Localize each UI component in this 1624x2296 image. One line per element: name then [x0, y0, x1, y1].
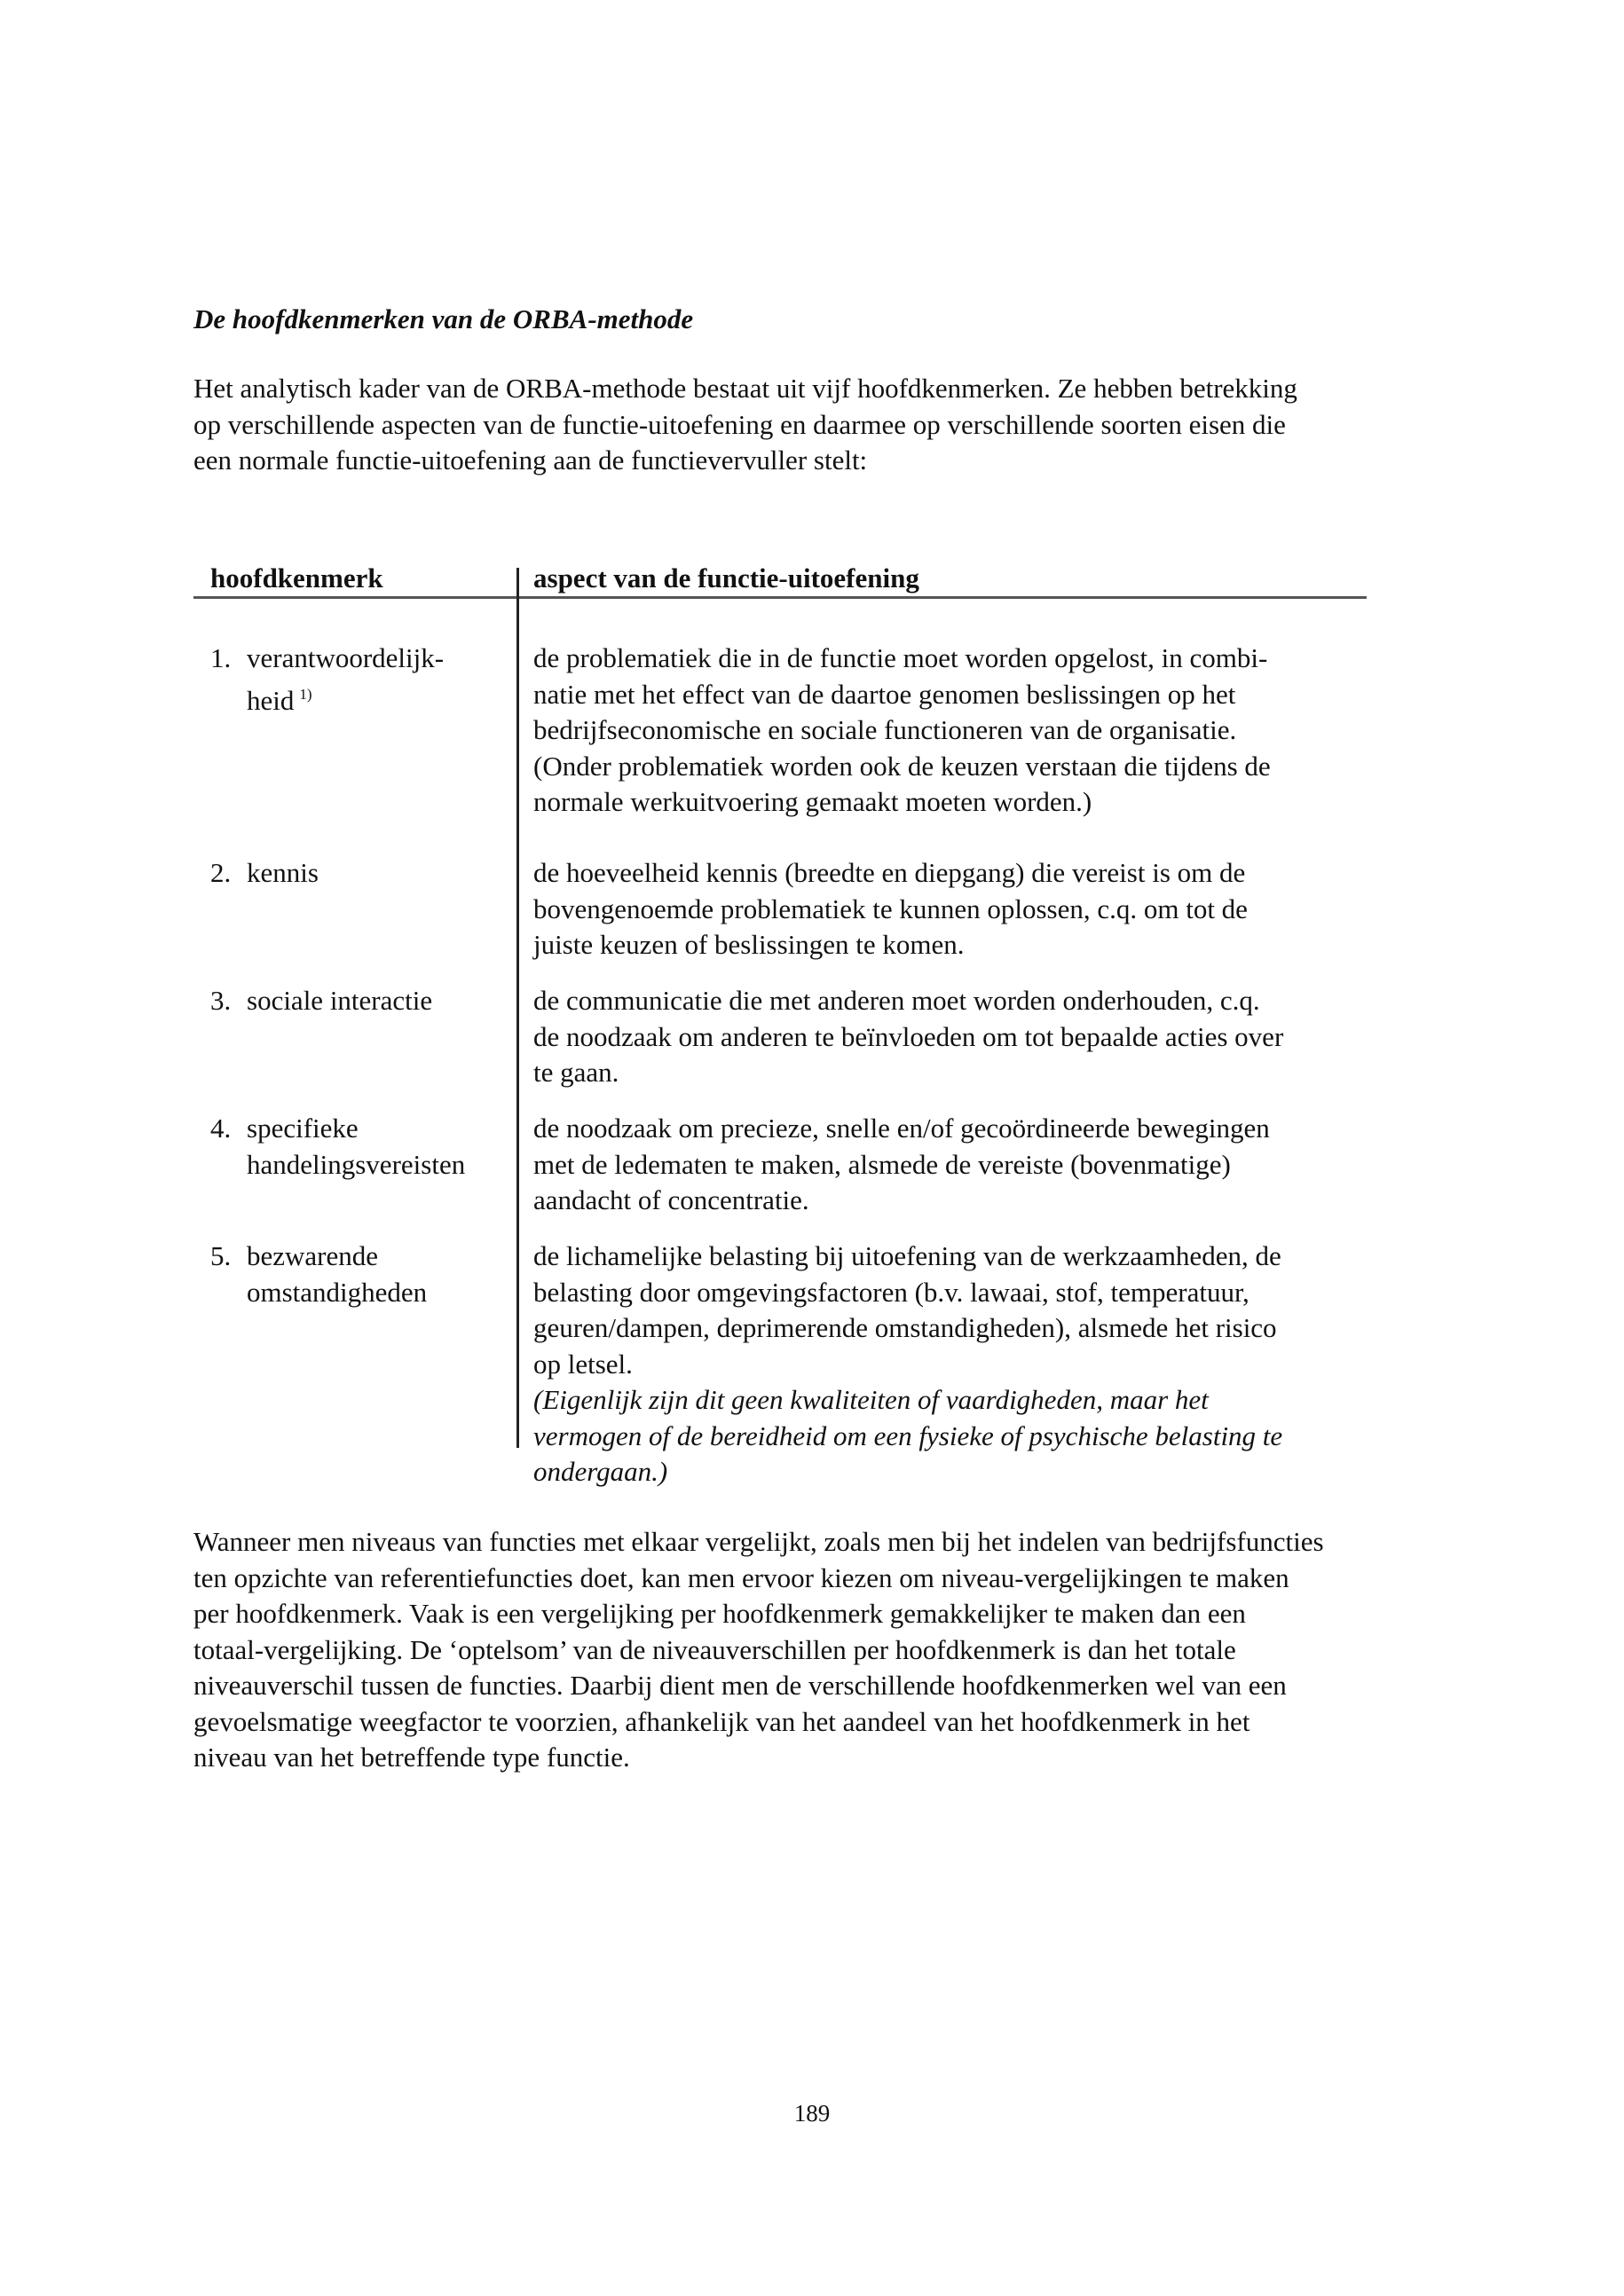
- row-description: [533, 1238, 1376, 1490]
- desc-line: de problematiek die in de functie moet worden opgelost, in combi-: [533, 642, 1268, 673]
- desc-line: de communicatie die met anderen moet worden onderhouden, c.q.: [533, 985, 1260, 1016]
- row-term: [247, 1238, 513, 1310]
- row-number: 5.: [210, 1240, 232, 1271]
- term-line: verantwoordelijk-: [247, 642, 445, 673]
- intro-line: een normale functie-uitoefening aan de functievervuller stelt:: [193, 444, 868, 476]
- desc-line: de lichamelijke belasting bij uitoefening van de werkzaamheden, de: [533, 1240, 1281, 1271]
- table-header: [193, 559, 1367, 598]
- closing-line: gevoelsmatige weegfactor te voorzien, afhankelijk van het aandeel van het hoofdkenmerk in het: [193, 1705, 1250, 1737]
- row-term: [247, 855, 513, 892]
- row-description: [533, 641, 1376, 821]
- term-line: bezwarende: [247, 1240, 379, 1271]
- desc-line: te gaan.: [533, 1057, 619, 1088]
- row-term: [247, 983, 513, 1019]
- desc-line: bovengenoemde problematiek te kunnen oplossen, c.q. om tot de: [533, 892, 1248, 924]
- column-divider: [516, 568, 519, 1448]
- desc-line: de hoeveelheid kennis (breedte en diepgang) die vereist is om de: [533, 857, 1246, 888]
- header-hoofdkenmerk: hoofdkenmerk: [210, 562, 383, 594]
- term-text: heid: [247, 684, 295, 716]
- closing-line: ten opzichte van referentiefuncties doet, kan men ervoor kiezen om niveau-vergelijkingen te maken: [193, 1561, 1289, 1593]
- desc-line: aandacht of concentratie.: [533, 1184, 809, 1215]
- term-line: omstandigheden: [247, 1276, 428, 1308]
- row-number: 4.: [210, 1113, 232, 1144]
- intro-paragraph: [193, 371, 1454, 479]
- closing-line: per hoofdkenmerk. Vaak is een vergelijking per hoofdkenmerk gemakkelijker te maken dan een: [193, 1598, 1246, 1629]
- desc-line: bedrijfseconomische en sociale functioneren van de organisatie.: [533, 714, 1237, 745]
- closing-line: niveauverschil tussen de functies. Daarbij dient men de verschillende hoofdkenmerken wel van een: [193, 1670, 1287, 1701]
- closing-line: Wanneer men niveaus van functies met elkaar vergelijkt, zoals men bij het indelen van bedrijfsfuncties: [193, 1526, 1324, 1557]
- section-heading: De hoofdkenmerken van de ORBA-methode: [193, 303, 694, 334]
- page-number: 189: [793, 2100, 831, 2127]
- desc-note-line: ondergaan.): [533, 1456, 668, 1487]
- closing-line: totaal-vergelijking. De ‘optelsom’ van de niveauverschillen per hoofdkenmerk is dan het totale: [193, 1633, 1236, 1665]
- desc-line: geuren/dampen, deprimerende omstandigheden), alsmede het risico: [533, 1312, 1277, 1343]
- desc-line: normale werkuitvoering gemaakt moeten worden.): [533, 786, 1092, 817]
- desc-line: juiste keuzen of beslissingen te komen.: [533, 929, 965, 960]
- closing-paragraph: [193, 1524, 1454, 1776]
- desc-line: belasting door omgevingsfactoren (b.v. lawaai, stof, temperatuur,: [533, 1276, 1250, 1308]
- desc-line: (Onder problematiek worden ook de keuzen verstaan die tijdens de: [533, 750, 1271, 782]
- header-aspect: aspect van de functie-uitoefening: [533, 562, 919, 594]
- term-line: kennis: [247, 857, 319, 888]
- characteristics-table: [193, 559, 1367, 1487]
- term-line: [247, 677, 513, 719]
- desc-note-line: (Eigenlijk zijn dit geen kwaliteiten of vaardigheden, maar het: [533, 1384, 1209, 1415]
- row-term: [247, 641, 513, 719]
- desc-line: met de ledematen te maken, alsmede de vereiste (bovenmatige): [533, 1148, 1231, 1180]
- row-term: [247, 1111, 513, 1183]
- closing-line: niveau van het betreffende type functie.: [193, 1742, 630, 1773]
- desc-line: natie met het effect van de daartoe genomen beslissingen op het: [533, 678, 1236, 710]
- desc-line: de noodzaak om anderen te beïnvloeden om tot bepaalde acties over: [533, 1020, 1284, 1052]
- desc-line: op letsel.: [533, 1348, 633, 1380]
- desc-line: de noodzaak om precieze, snelle en/of gecoördineerde bewegingen: [533, 1113, 1270, 1144]
- footnote-mark: 1): [299, 685, 312, 703]
- desc-note-line: vermogen of de bereidheid om een fysieke of psychische belasting te: [533, 1419, 1283, 1451]
- row-number: 3.: [210, 985, 232, 1016]
- row-description: [533, 855, 1376, 963]
- intro-line: Het analytisch kader van de ORBA-methode bestaat uit vijf hoofdkenmerken. Ze hebben betrekking: [193, 373, 1297, 404]
- intro-line: op verschillende aspecten van de functie-uitoefening en daarmee op verschillende soorten eisen die: [193, 408, 1286, 440]
- header-rule: [193, 596, 1367, 599]
- row-number: 1.: [210, 642, 232, 673]
- term-line: specifieke: [247, 1113, 359, 1144]
- row-description: [533, 983, 1376, 1091]
- term-line: sociale interactie: [247, 985, 433, 1016]
- row-description: [533, 1111, 1376, 1219]
- row-number: 2.: [210, 857, 232, 888]
- term-line: handelingsvereisten: [247, 1148, 466, 1180]
